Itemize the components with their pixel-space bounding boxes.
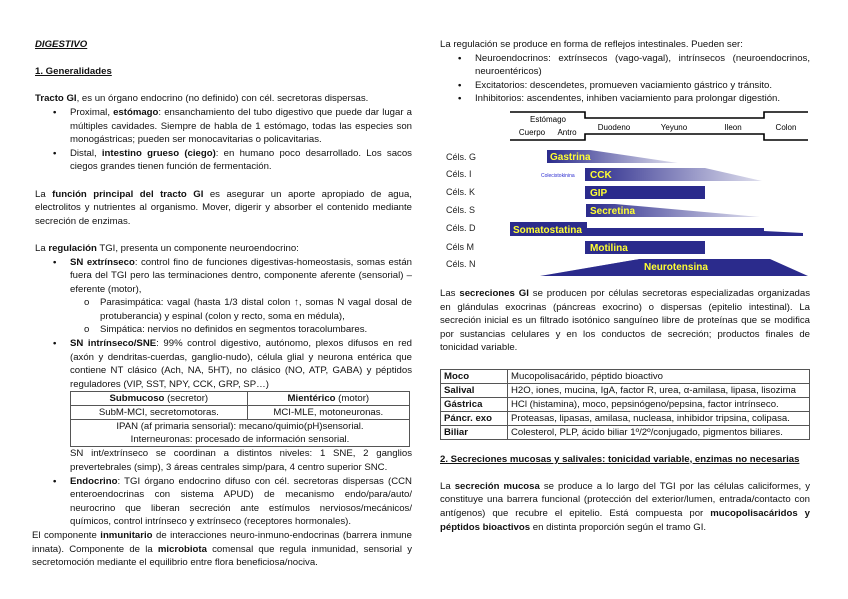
text-segment: en distinta proporción según el tramo GI. (530, 521, 707, 533)
right-column (440, 38, 810, 534)
text-segment: comensal que regula inmunidad, sensorial y secretomoción mediante el equilibrio entre flora beneficiosa/nociva. (32, 543, 413, 569)
text-segment: Neuroendocrinos: extrínsecos (vago-vagal), intrínsecos (neuroendocrinos, neuroentéricos) (475, 52, 810, 78)
secreciones-paragraph (440, 287, 810, 355)
left-column (32, 38, 413, 570)
funcion-paragraph (35, 188, 412, 229)
list-item (475, 52, 810, 79)
regulacion-list (35, 256, 412, 530)
text-segment: Excitatorios: descendetes, promueven vaciamiento gástrico y tránsito. (475, 79, 773, 91)
table-cell: Páncr. exo (441, 411, 508, 425)
text-segment: : control fino de funciones digestivas-homeostasis, somas están fuera del TGI pero las terminaciones dentro, componente aferente (sensorial) – eferente (motor), (70, 256, 412, 295)
text-segment: Las (440, 287, 460, 299)
text-segment: Proximal, (70, 106, 114, 118)
list-item (475, 92, 810, 106)
inmunitario-paragraph (32, 529, 412, 570)
text-segment: de interacciones neuro-inmuno-endocrinas (barrera inmune innata). Componente de la (32, 530, 412, 555)
text-segment: se producen por células secretoras especializadas organizadas en glándulas exocrinas (páncreas exocrino) o dispersas (epitelio intestinal). La secreción inicial es un filtrado isotónico sanguíneo libre de proteínas que se modifica por sustancias celulares y en los conductos de secreción; productos finales de tonicidad variable. (440, 287, 811, 354)
list-item-text (70, 338, 412, 390)
segment-ileon: Ileon (724, 122, 742, 132)
text-segment: secreciones GI (459, 287, 529, 299)
list-item (70, 106, 412, 147)
coordination-text: SN int/extrínseco se coordinan a distintos niveles: 1 SNE, 2 ganglios prevertebrales (simp), 3 áreas centrales simp/para, 4 centro superior SNC. (70, 448, 412, 474)
table-cell: Colesterol, PLP, ácido biliar 1º/2º/conjugado, pigmentos biliares. (508, 425, 810, 439)
table-cell: Salival (441, 383, 508, 397)
text-segment: función principal del tracto GI (52, 188, 204, 200)
text-segment: inmunitario (100, 530, 153, 541)
sublist-item (100, 296, 412, 323)
sublist (70, 296, 412, 337)
segment-antro: Antro (557, 127, 577, 137)
list-item-text (70, 257, 412, 295)
table-cell: SubM-MCI, secretomotoras. (71, 406, 248, 420)
tracto-gi-paragraph (35, 92, 412, 106)
hormone-label: CCK (590, 169, 612, 181)
reflejos-paragraph (440, 38, 810, 52)
text-segment: TGI, presenta un componente neuroendocrino: (96, 242, 299, 254)
cell-label: Céls. N (446, 258, 476, 269)
table-cell: Mucopolisacárido, péptido bioactivo (508, 369, 810, 383)
regulacion-paragraph (35, 242, 412, 256)
text-segment: Inhibitorios: ascendentes, inhiben vaciamiento para prolongar digestión. (475, 93, 781, 105)
text-segment: se produce a lo largo del TGI por las células caliciformes, y constituye una barrera funcional (protección del exterior/lumen, entrada/contacto con antígenos) que recubre el epitelio. Está compuesta por (440, 480, 810, 519)
list-item-sn-intrinseco (70, 337, 412, 475)
text-segment: Simpática: nervios no definidos en segmentos toracolumbares. (100, 324, 368, 336)
cell-label: Céls M (446, 241, 475, 252)
table-cell: Biliar (441, 425, 508, 439)
cck-full-name: Colecistokinina (541, 172, 575, 179)
table-header: Mientérico (motor) (247, 392, 409, 406)
sublist-item (100, 323, 412, 337)
cell-label: Céls. D (446, 222, 476, 233)
text-segment: La regulación se produce en forma de reflejos intestinales. Pueden ser: (440, 39, 743, 50)
text-segment: mucopolisacáridos y péptidos bioactivos (440, 507, 811, 533)
hormone-label: Neurotensina (644, 261, 708, 273)
list-item (475, 79, 810, 93)
text-segment: Parasimpática: vagal (hasta 1/3 distal colon ↑, somas N vagal dosal de protuberancia) y espinal (colon y recto, soma en médula), (100, 297, 412, 322)
text-segment: secreción mucosa (454, 480, 540, 492)
text-segment: SN extrínseco (70, 256, 135, 268)
table-row (441, 397, 810, 411)
secrecion-mucosa-paragraph (440, 480, 810, 534)
text-segment: : 99% control digestivo, autónomo, plexos difusos en red (axón y dendritas-cuerdas, ganglio-nudo), célula glial y neurona entérica que contiene NT clásico (Ach, NA, 5HT), no clásico (NO, ATP, GABA) y péptidos reguladores (VIP, SST, NPY, CCK, GRP, SP…) (70, 338, 412, 390)
gi-tract-outline-bottom (510, 134, 808, 140)
section-heading-secreciones: 2. Secreciones mucosas y salivales: tonicidad variable, enzimas no necesarias (440, 453, 800, 465)
text-segment: Endocrino (70, 475, 118, 487)
table-cell: HCl (histamina), moco, pepsinógeno/pepsina, factor intrínseco. (508, 397, 810, 411)
hormone-distribution-diagram (440, 106, 820, 281)
cell-label: Céls. I (446, 168, 472, 179)
text-segment: estómago (113, 106, 159, 118)
table-cell: Proteasas, lipasas, amilasa, nucleasa, inhibidor tripsina, colipasa. (508, 411, 810, 425)
cell-label: Céls. K (446, 186, 476, 197)
reflejos-list (440, 52, 810, 106)
hormone-label: GIP (590, 187, 608, 199)
text-segment: La (35, 242, 49, 254)
text-segment: regulación (48, 242, 97, 254)
hormone-label: Motilina (590, 242, 628, 254)
table-row (441, 369, 810, 383)
segment-estomago: Estómago (529, 114, 567, 124)
table-cell: Moco (441, 369, 508, 383)
text-segment: intestino grueso (ciego) (101, 147, 216, 159)
cell-label: Céls. S (446, 204, 476, 215)
cell-label: Céls. G (446, 151, 477, 162)
document-title: DIGESTIVO (35, 39, 88, 50)
text-segment: El componente (32, 530, 101, 541)
table-row (441, 383, 810, 397)
sne-table (70, 391, 410, 447)
text-segment: : ensanchamiento del tubo digestivo que puede dar lugar a múltiples cavidades. Siempre de habla de 1 estómago, todas las especies son monogástricas; pueden ser monocavitarias o policavitarias. (70, 106, 412, 146)
hormone-label: Gastrina (550, 151, 591, 163)
table-cell: H2O, iones, mucina, IgA, factor R, urea, α-amilasa, lipasa, lisozima (508, 383, 810, 397)
table-row (441, 425, 810, 439)
segment-colon: Colon (775, 122, 797, 132)
list-item (70, 147, 412, 174)
text-segment: Distal, (70, 147, 102, 159)
tracto-gi-list (35, 106, 412, 174)
segment-duodeno: Duodeno (597, 122, 631, 132)
hormone-label: Secretina (590, 205, 636, 217)
section-heading-generalidades: 1. Generalidades (35, 66, 112, 78)
list-item-endocrino (70, 475, 412, 529)
secretions-table (440, 369, 810, 440)
text-segment: La (35, 188, 53, 200)
segment-yeyuno: Yeyuno (660, 122, 688, 132)
text-segment: SN intrínseco/SNE (70, 338, 157, 350)
text-segment: La (440, 480, 455, 492)
text-segment: : TGI órgano endocrino difuso con cél. secretoras dispersas (CCN enteroendocrinas con sistema APUD) de mecanismo endo/para/auto/ neurocrino que liberan secreción ante estímulos nerviosos/mecánicos/ químicos, control intrínseco y extrínseco (receptores hormonales). (70, 475, 412, 528)
hormone-label: Somatostatina (513, 224, 582, 236)
text-segment: es asegurar un aporte apropiado de agua, electrolitos y nutrientes al organismo. Mover, digerir y absorber el contenido mediante secreción de enzimas. (35, 188, 412, 227)
table-cell: MCI-MLE, motoneuronas. (247, 406, 409, 420)
list-item-sn-extrinseco (70, 256, 412, 338)
text-segment: Tracto GI (35, 93, 77, 105)
table-cell: IPAN (af primaria sensorial): mecano/quimio(pH)sensorial. Interneuronas: procesado de información sensorial. (71, 420, 410, 447)
text-segment: microbiota (157, 543, 207, 555)
text-segment: : en humano poco desarrollado. Los sacos ciegos grandes tienen función de fermentación. (70, 147, 412, 173)
table-header: Submucoso (secretor) (71, 392, 248, 406)
text-segment: , es un órgano endocrino (no definido) con cél. secretoras dispersas. (76, 93, 369, 105)
segment-cuerpo: Cuerpo (518, 127, 546, 137)
table-cell: Gástrica (441, 397, 508, 411)
table-row (441, 411, 810, 425)
